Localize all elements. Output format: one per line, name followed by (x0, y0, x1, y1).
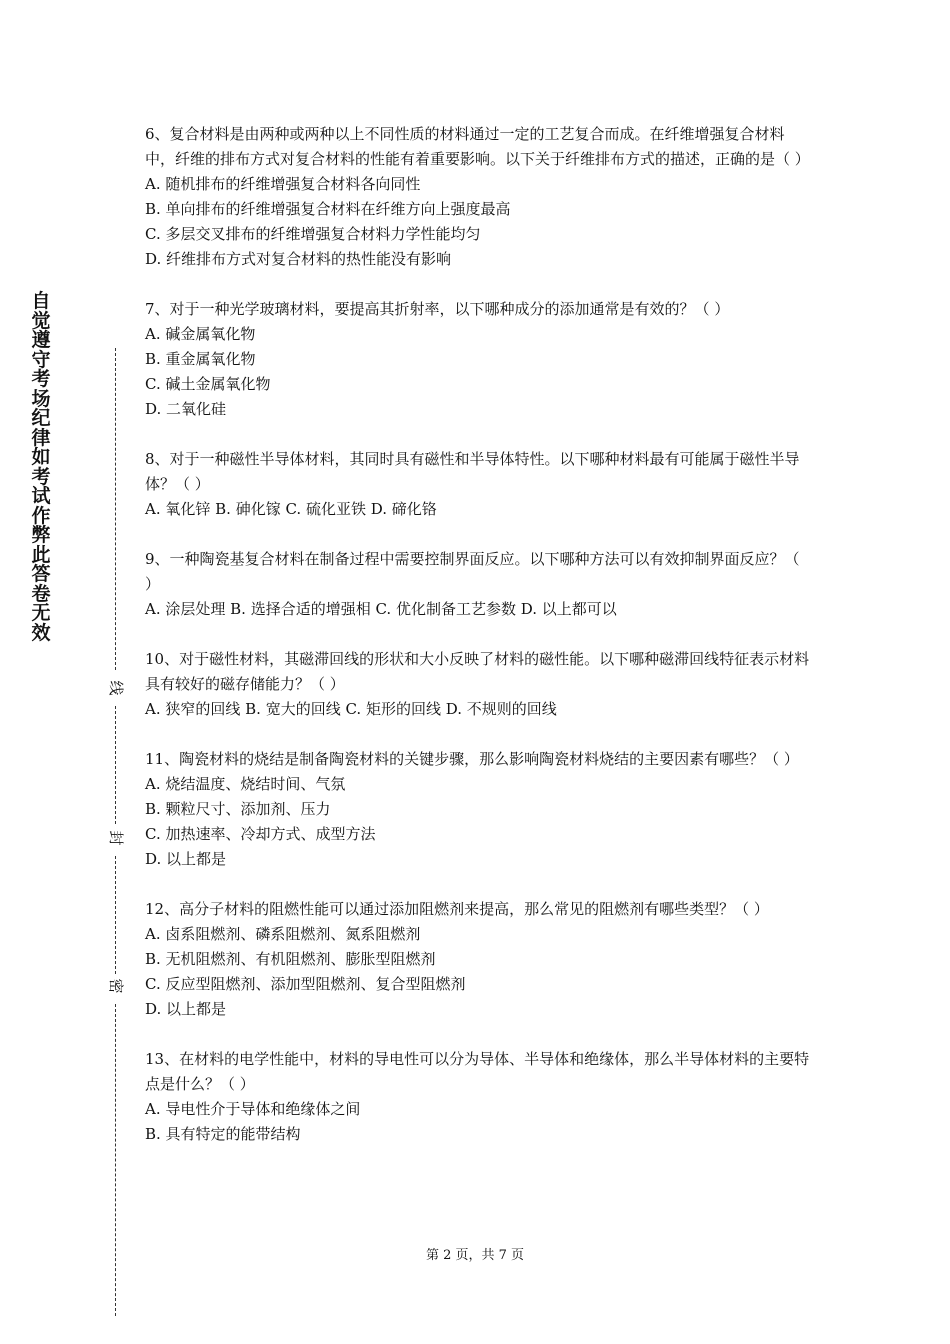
question-option: A. 碱金属氧化物 (145, 325, 256, 343)
question-7 (145, 297, 810, 422)
seal-dash (115, 1004, 116, 1316)
question-stem: 7、对于一种光学玻璃材料，要提高其折射率，以下哪种成分的添加通常是有效的？（ ） (145, 300, 730, 318)
seal-label-seal: 封 (106, 828, 126, 848)
seal-line (106, 348, 126, 1318)
question-11 (145, 747, 810, 872)
question-stem: 8、对于一种磁性半导体材料，其同时具有磁性和半导体特性。以下哪种材料最有可能属于磁性半导体？（ ） (145, 450, 800, 493)
question-option: C. 加热速率、冷却方式、成型方法 (145, 825, 376, 843)
seal-dash (115, 348, 116, 670)
question-stem: 13、在材料的电学性能中，材料的导电性可以分为导体、半导体和绝缘体，那么半导体材料的主要特点是什么？（ ） (145, 1050, 810, 1093)
question-option: A. 导电性介于导体和绝缘体之间 (145, 1100, 361, 1118)
seal-dash (115, 856, 116, 974)
question-option: B. 颗粒尺寸、添加剂、压力 (145, 800, 331, 818)
question-option: A. 随机排布的纤维增强复合材料各向同性 (145, 175, 421, 193)
page-number: 第 2 页，共 7 页 (425, 1248, 525, 1263)
question-9 (145, 547, 810, 622)
question-option: C. 反应型阻燃剂、添加型阻燃剂、复合型阻燃剂 (145, 975, 466, 993)
question-13 (145, 1047, 810, 1147)
question-option: C. 多层交叉排布的纤维增强复合材料力学性能均匀 (145, 225, 481, 243)
question-stem: 11、陶瓷材料的烧结是制备陶瓷材料的关键步骤，那么影响陶瓷材料烧结的主要因素有哪些？（ ） (145, 750, 799, 768)
question-stem: 12、高分子材料的阻燃性能可以通过添加阻燃剂来提高，那么常见的阻燃剂有哪些类型？（ ） (145, 900, 769, 918)
question-list (145, 122, 810, 1172)
question-option: A. 狭窄的回线 B. 宽大的回线 C. 矩形的回线 D. 不规则的回线 (145, 700, 557, 718)
exam-discipline-notice: 自觉遵守考场纪律如考试作弊此答卷无效 (31, 290, 51, 644)
question-option: B. 无机阻燃剂、有机阻燃剂、膨胀型阻燃剂 (145, 950, 436, 968)
seal-label-line: 线 (106, 678, 126, 698)
question-option: A. 烧结温度、烧结时间、气氛 (145, 775, 346, 793)
question-option: B. 单向排布的纤维增强复合材料在纤维方向上强度最高 (145, 200, 511, 218)
question-option: C. 碱土金属氧化物 (145, 375, 271, 393)
question-stem: 10、对于磁性材料，其磁滞回线的形状和大小反映了材料的磁性能。以下哪种磁滞回线特征表示材料具有较好的磁存储能力？（ ） (145, 650, 810, 693)
question-8 (145, 447, 810, 522)
question-6 (145, 122, 810, 272)
question-option: D. 以上都是 (145, 1000, 227, 1018)
question-option: B. 重金属氧化物 (145, 350, 256, 368)
question-option: A. 卤系阻燃剂、磷系阻燃剂、氮系阻燃剂 (145, 925, 421, 943)
seal-dash (115, 706, 116, 824)
question-stem: 6、复合材料是由两种或两种以上不同性质的材料通过一定的工艺复合而成。在纤维增强复合材料中，纤维的排布方式对复合材料的性能有着重要影响。以下关于纤维排布方式的描述，正确的是（ ） (145, 125, 810, 168)
question-stem: 9、一种陶瓷基复合材料在制备过程中需要控制界面反应。以下哪种方法可以有效抑制界面反应？（ ） (145, 550, 800, 593)
question-10 (145, 647, 810, 722)
question-option: D. 以上都是 (145, 850, 227, 868)
question-option: A. 涂层处理 B. 选择合适的增强相 C. 优化制备工艺参数 D. 以上都可以 (145, 600, 617, 618)
question-option: D. 二氧化硅 (145, 400, 227, 418)
question-option: D. 纤维排布方式对复合材料的热性能没有影响 (145, 250, 452, 268)
question-option: A. 氧化锌 B. 砷化镓 C. 硫化亚铁 D. 碲化铬 (145, 500, 437, 518)
seal-label-secret: 密 (106, 976, 126, 996)
question-option: B. 具有特定的能带结构 (145, 1125, 301, 1143)
question-12 (145, 897, 810, 1022)
